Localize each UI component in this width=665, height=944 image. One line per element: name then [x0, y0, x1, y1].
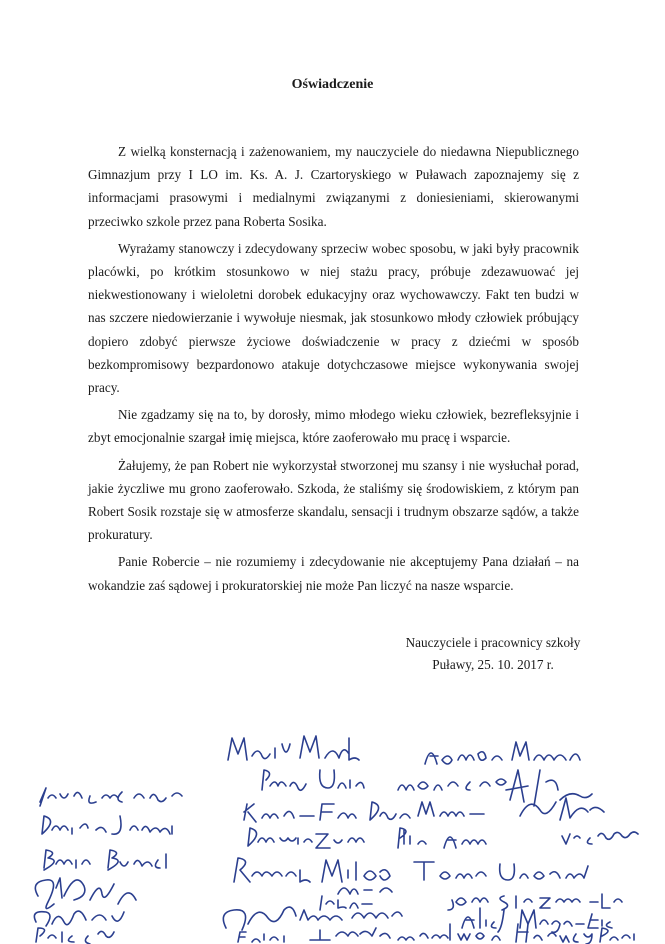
paragraph-4: Żałujemy, że pan Robert nie wykorzystał stworzonej mu szansy i nie wysłuchał porad, jakie życzliwe mu grono zaoferowało. Szkoda, że staliśmy się środowiskiem, z którym pan Robert Sosik rozstaje się w atmosferze skandalu, sensacji i trudnym obszarze sądów, a także prokuratury.	[88, 457, 579, 543]
signature-23	[223, 907, 402, 930]
signature-12	[248, 828, 364, 848]
closing-block	[378, 632, 608, 676]
signature-17	[448, 894, 622, 910]
document-title: Oświadczenie	[291, 77, 374, 92]
signature-29	[600, 928, 634, 942]
closing-signatory: Nauczyciele i pracownicy szkoły	[405, 635, 581, 650]
signature-21	[34, 911, 124, 926]
signature-22	[36, 928, 114, 944]
signature-14	[44, 850, 166, 870]
signature-11	[42, 816, 172, 834]
paragraph-3: Nie zgadzamy się na to, by dorosły, mimo młodego wieku człowiek, bezrefleksyjnie i zbyt emocjonalnie szargał imię miejsca, które zaoferowało mu pracę i wsparcie.	[88, 407, 579, 446]
signature-15	[234, 858, 390, 882]
paragraph-2: Wyrażamy stanowczy i zdecydowany sprzeciw wobec sposobu, w jaki były pracownik placówki, po krótkim stosunkowo w niej stażu pracy, próbuje zdezawuować jej niekwestionowany i wieloletni dorobek edukacyjny oraz wychowawczy. Fakt ten budzi w nas szczere niedowierzanie i wywołuje niesmak, jak stosunkowo młody człowiek próbujący dopiero zdobyć pierwsze życiowe doświadczenie w pracy z dziećmi w sposób bezkompromisowy bezpardonowo atakuje dotychczasowe miejsce wykonywania swojej pracy.	[88, 240, 579, 396]
signature-8	[370, 802, 484, 820]
signature-20	[35, 878, 136, 909]
signature-3	[262, 770, 364, 790]
signature-27	[338, 888, 392, 894]
signature-7	[244, 804, 356, 822]
paragraph-5: Panie Robercie – nie rozumiemy i zdecydowanie nie akceptujemy Pana działań – na wokandzie zaś sądowej i prokuratorskiej nie może Pan liczyć na nasze wsparcie.	[88, 554, 579, 593]
signature-19	[450, 924, 592, 944]
signature-28	[398, 933, 448, 940]
signature-26	[238, 932, 284, 942]
signature-9	[520, 798, 604, 820]
signature-5	[506, 770, 592, 806]
signature-18	[462, 908, 612, 932]
paragraph-1: Z wielką konsternacją i zażenowaniem, my nauczyciele do niedawna Niepublicznego Gimnazjum przy I LO im. Ks. A. J. Czartoryskiego w Puławach zapoznajemy się z informacjami prasowymi i medialnymi związanymi z doniesieniami, skierowanymi przeciwko szkole przez pana Roberta Sosika.	[88, 144, 579, 229]
closing-place-date: Puławy, 25. 10. 2017 r.	[432, 657, 554, 672]
signature-1	[228, 736, 359, 760]
document-body	[88, 140, 579, 601]
signature-13	[398, 828, 486, 848]
signature-25	[310, 928, 390, 940]
signature-24	[320, 896, 372, 910]
signature-10	[562, 832, 638, 844]
signature-4	[398, 779, 506, 790]
signature-2	[425, 742, 580, 764]
handwritten-signatures	[0, 720, 665, 944]
signatures-drawing	[0, 720, 665, 944]
signature-6	[40, 788, 182, 806]
signature-16	[414, 862, 588, 880]
